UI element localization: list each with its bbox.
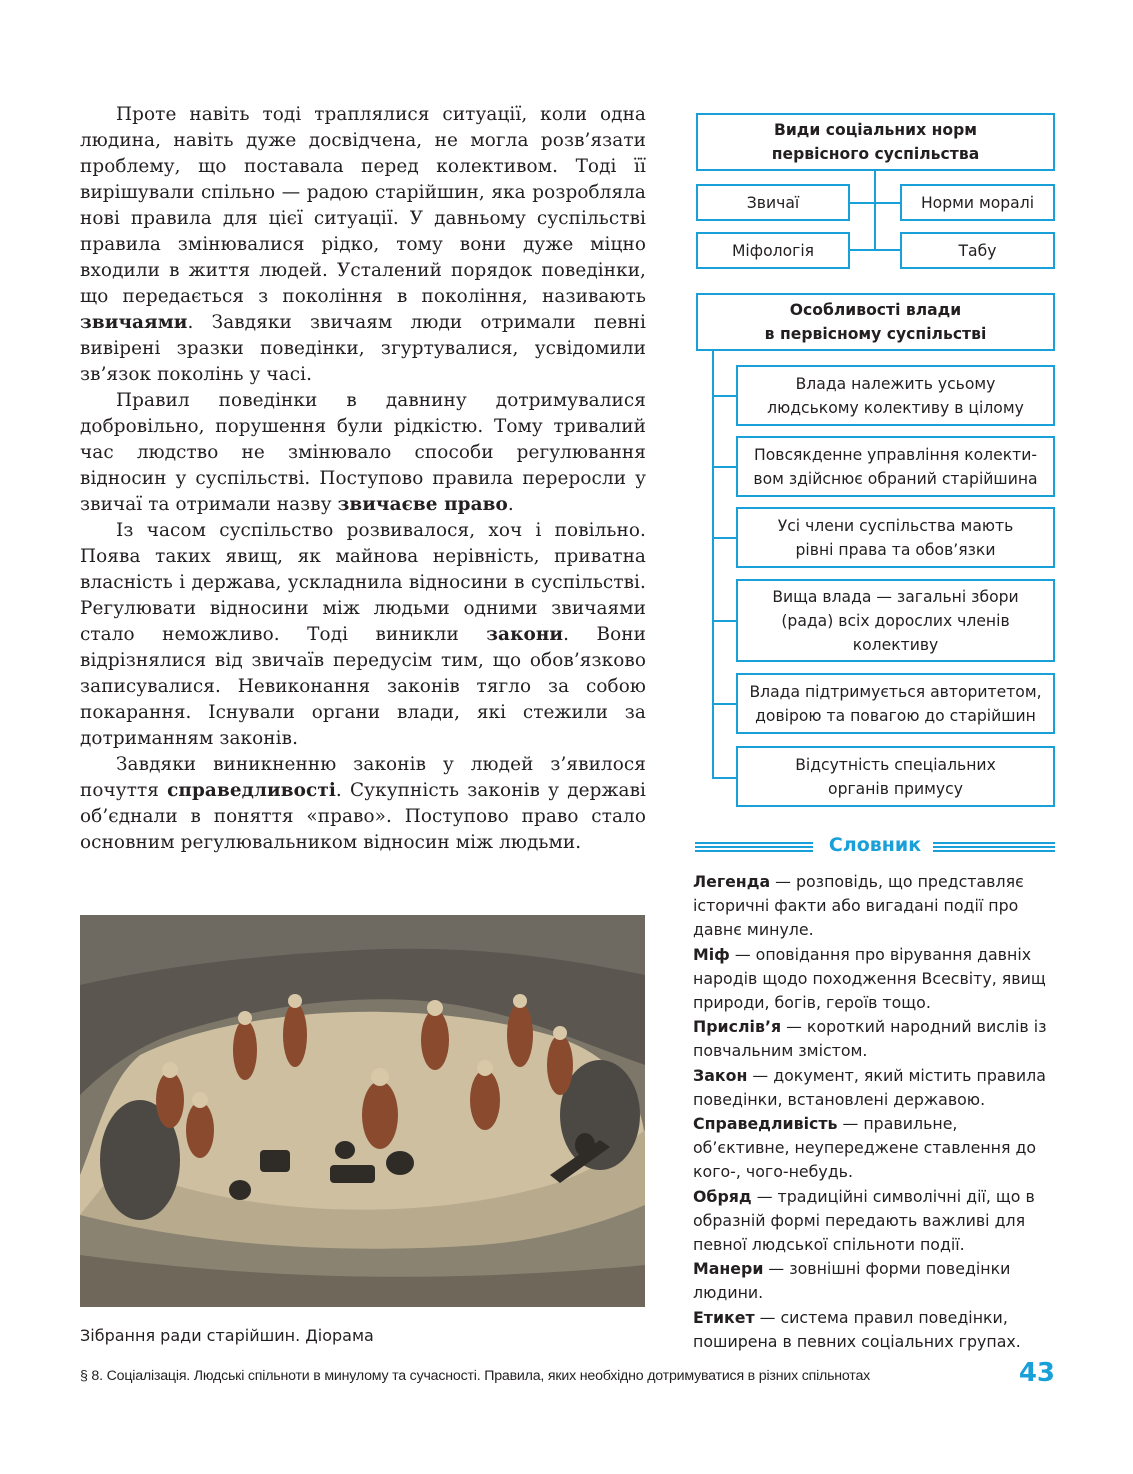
dictionary-entry: Легенда — розповідь, що представляє історичні факти або вигадані події про давнє минуле. [693,872,1024,940]
norm-box-tabu: Табу [900,232,1055,269]
diorama-photo [80,915,645,1307]
main-text [80,102,646,856]
norms-diagram-title: Види соціальних норм первісного суспільства [696,113,1055,171]
dictionary-entry: Справедливість — правильне, об’єктивне, неупереджене ставлення до кого-, чого-небудь. [693,1114,1037,1182]
term-zvychai: звичаями [80,312,188,333]
dictionary-list [693,870,1055,1354]
paragraph-4: Завдяки виникненню законів у людей з’явилося почуття справедливості. Сукупність законів у державі об’єднали в поняття «право». Поступово право стало основним регулювальником відносин між людьми. [80,754,647,853]
power-connector-2 [712,466,737,468]
paragraph-1: Проте навіть тоді траплялися ситуації, коли одна людина, навіть дуже досвідчена, не могла розв’язати проблему, що поставала перед колективом. Тоді її вирішували спільно — радою старійшин, яка розробляла нові правила для цієї ситуації. У давньому суспільстві правила змінювалися рідко, тому вони дуже міцно входили в життя людей. Усталений порядок поведінки, що передається з покоління в покоління, називають звичаями. Завдяки звичаям люди отримали певні вивірені зразки поведінки, згуртувалися, усвідомили зв’язок поколінь у часі. [80,104,646,385]
dictionary-entry: Прислів’я — короткий народний вислів із повчальним змістом. [693,1017,1047,1061]
dictionary-entry: Закон — документ, який містить правила поведінки, встановлені державою. [693,1065,1046,1109]
power-box-4: Вища влада — загальні збори (рада) всіх дорослих членів колективу [736,579,1055,662]
dictionary-heading [695,832,1055,862]
power-box-5: Влада підтримується авторитетом, довірою та повагою до старійшин [736,673,1055,734]
power-connector-4 [712,620,737,622]
power-connector-3 [712,537,737,539]
power-diagram-title: Особливості влади в первісному суспільстві [696,293,1055,351]
dictionary-entry: Обряд — традиційні символічні дії, що в образній формі передають важливі для певної людської спільноти події. [693,1186,1035,1255]
norms-connector-vertical [874,171,876,251]
diorama-illustration [80,915,645,1307]
dictionary-title: Словник [828,834,922,856]
power-connector-5 [712,703,737,705]
norm-box-moral: Норми моралі [900,184,1055,221]
term-zvychaieve-pravo: звичаєве право [337,494,508,515]
paragraph-2: Правил поведінки в давнину дотримувалися добровільно, порушення були рідкістю. Тому тривалий час людство не змінювало способи регулювання відносин у суспільстві. Поступово правила переросли у звичаї та отримали назву звичаєве право. [80,390,646,515]
page-number: 43 [1018,1358,1055,1388]
norms-connector-bottom [849,249,901,251]
photo-caption: Зібрання ради старійшин. Діорама [80,1326,374,1345]
power-connector-1 [712,395,737,397]
dictionary-entry: Міф — оповідання про вірування давніх народів щодо походження Всесвіту, явищ природи, богів, героїв тощо. [693,944,1046,1013]
power-box-6: Відсутність спеціальних органів примусу [736,746,1055,807]
power-box-2: Повсякденне управління колекти- вом здійснює обраний старійшина [736,436,1055,497]
norm-box-zvychai: Звичаї [696,184,850,221]
term-spravedlyvist: справедливості [167,780,336,801]
power-connector-vertical [712,351,714,779]
dictionary-entry: Манери — зовнішні форми поведінки людини. [693,1259,1011,1303]
power-connector-6 [712,777,737,779]
norm-box-mifologiia: Міфологія [696,232,850,269]
term-zakony: закони [486,624,564,645]
norms-connector-top [849,202,901,204]
dictionary-entry: Етикет — система правил поведінки, поширена в певних соціальних групах. [693,1307,1021,1351]
power-box-1: Влада належить усьому людському колективу в цілому [736,365,1055,426]
paragraph-3: Із часом суспільство розвивалося, хоч і повільно. Поява таких явищ, як майнова нерівність, приватна власність і держава, ускладнила відносини в суспільстві. Регулювати відносини між людьми одними звичаями стало неможливо. Тоді виникли закони. Вони відрізнялися від звичаїв передусім тим, що обов’язково записувалися. Невиконання законів тягло за собою покарання. Існували органи влади, які стежили за дотриманням законів. [80,520,646,749]
page-footer [80,1360,1055,1386]
power-box-3: Усі члени суспільства мають рівні права та обов’язки [736,507,1055,568]
running-footer-text: § 8. Соціалізація. Людські спільноти в минулому та сучасності. Правила, яких необхідно дотримуватися в різних спільнотах [80,1368,871,1384]
